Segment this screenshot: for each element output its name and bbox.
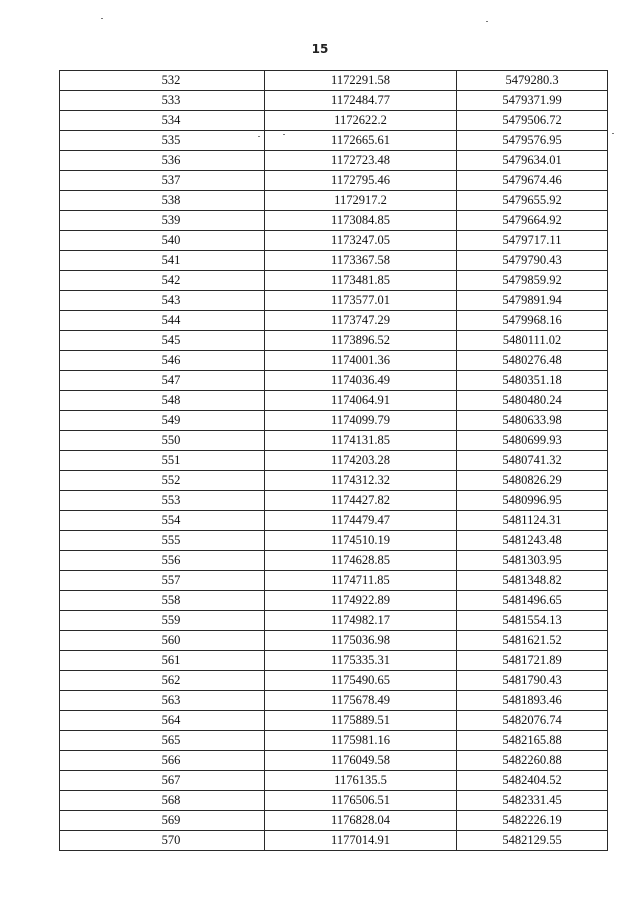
easting-cell: 1175889.51 — [265, 711, 457, 731]
northing-cell: 5480699.93 — [457, 431, 608, 451]
northing-cell: 5480826.29 — [457, 471, 608, 491]
table-row — [60, 171, 608, 191]
table-row — [60, 511, 608, 531]
coordinates-table — [59, 70, 608, 851]
point-number-cell: 539 — [60, 211, 265, 231]
easting-cell: 1174064.91 — [265, 391, 457, 411]
easting-cell: 1175678.49 — [265, 691, 457, 711]
northing-cell: 5480351.18 — [457, 371, 608, 391]
easting-cell: 1176828.04 — [265, 811, 457, 831]
point-number-cell: 549 — [60, 411, 265, 431]
table-row — [60, 211, 608, 231]
table-row — [60, 671, 608, 691]
northing-cell: 5479655.92 — [457, 191, 608, 211]
easting-cell: 1172723.48 — [265, 151, 457, 171]
northing-cell: 5479891.94 — [457, 291, 608, 311]
northing-cell: 5479506.72 — [457, 111, 608, 131]
northing-cell: 5481621.52 — [457, 631, 608, 651]
point-number-cell: 544 — [60, 311, 265, 331]
northing-cell: 5482226.19 — [457, 811, 608, 831]
northing-cell: 5482076.74 — [457, 711, 608, 731]
northing-cell: 5480741.32 — [457, 451, 608, 471]
table-row — [60, 271, 608, 291]
northing-cell: 5479664.92 — [457, 211, 608, 231]
table-row — [60, 371, 608, 391]
point-number-cell: 556 — [60, 551, 265, 571]
northing-cell: 5480111.02 — [457, 331, 608, 351]
easting-cell: 1172484.77 — [265, 91, 457, 111]
table-row — [60, 591, 608, 611]
easting-cell: 1174131.85 — [265, 431, 457, 451]
easting-cell: 1177014.91 — [265, 831, 457, 851]
table-row — [60, 691, 608, 711]
scan-speck — [486, 21, 488, 22]
point-number-cell: 559 — [60, 611, 265, 631]
easting-cell: 1173247.05 — [265, 231, 457, 251]
northing-cell: 5482404.52 — [457, 771, 608, 791]
northing-cell: 5480996.95 — [457, 491, 608, 511]
table-row — [60, 751, 608, 771]
easting-cell: 1175335.31 — [265, 651, 457, 671]
easting-cell: 1174001.36 — [265, 351, 457, 371]
table-row — [60, 571, 608, 591]
point-number-cell: 542 — [60, 271, 265, 291]
table-row — [60, 231, 608, 251]
point-number-cell: 547 — [60, 371, 265, 391]
table-row — [60, 531, 608, 551]
table-row — [60, 731, 608, 751]
table-row — [60, 131, 608, 151]
point-number-cell: 540 — [60, 231, 265, 251]
northing-cell: 5480633.98 — [457, 411, 608, 431]
easting-cell: 1174427.82 — [265, 491, 457, 511]
easting-cell: 1174982.17 — [265, 611, 457, 631]
northing-cell: 5479576.95 — [457, 131, 608, 151]
northing-cell: 5481496.65 — [457, 591, 608, 611]
northing-cell: 5482260.88 — [457, 751, 608, 771]
point-number-cell: 532 — [60, 71, 265, 91]
point-number-cell: 557 — [60, 571, 265, 591]
point-number-cell: 548 — [60, 391, 265, 411]
northing-cell: 5479634.01 — [457, 151, 608, 171]
point-number-cell: 551 — [60, 451, 265, 471]
point-number-cell: 561 — [60, 651, 265, 671]
point-number-cell: 562 — [60, 671, 265, 691]
point-number-cell: 567 — [60, 771, 265, 791]
easting-cell: 1172665.61 — [265, 131, 457, 151]
point-number-cell: 552 — [60, 471, 265, 491]
point-number-cell: 558 — [60, 591, 265, 611]
table-row — [60, 771, 608, 791]
easting-cell: 1173367.58 — [265, 251, 457, 271]
easting-cell: 1174312.32 — [265, 471, 457, 491]
northing-cell: 5479674.46 — [457, 171, 608, 191]
table-row — [60, 711, 608, 731]
easting-cell: 1175490.65 — [265, 671, 457, 691]
point-number-cell: 537 — [60, 171, 265, 191]
table-row — [60, 651, 608, 671]
northing-cell: 5481893.46 — [457, 691, 608, 711]
northing-cell: 5479280.3 — [457, 71, 608, 91]
northing-cell: 5479790.43 — [457, 251, 608, 271]
table-row — [60, 471, 608, 491]
table-row — [60, 411, 608, 431]
point-number-cell: 534 — [60, 111, 265, 131]
easting-cell: 1174036.49 — [265, 371, 457, 391]
point-number-cell: 536 — [60, 151, 265, 171]
point-number-cell: 550 — [60, 431, 265, 451]
easting-cell: 1175981.16 — [265, 731, 457, 751]
easting-cell: 1172795.46 — [265, 171, 457, 191]
table-row — [60, 391, 608, 411]
point-number-cell: 564 — [60, 711, 265, 731]
table-row — [60, 611, 608, 631]
easting-cell: 1173747.29 — [265, 311, 457, 331]
northing-cell: 5481124.31 — [457, 511, 608, 531]
table-row — [60, 71, 608, 91]
northing-cell: 5480480.24 — [457, 391, 608, 411]
easting-cell: 1174711.85 — [265, 571, 457, 591]
table-row — [60, 491, 608, 511]
northing-cell: 5479371.99 — [457, 91, 608, 111]
point-number-cell: 546 — [60, 351, 265, 371]
northing-cell: 5481348.82 — [457, 571, 608, 591]
table-row — [60, 151, 608, 171]
point-number-cell: 553 — [60, 491, 265, 511]
easting-cell: 1174628.85 — [265, 551, 457, 571]
point-number-cell: 543 — [60, 291, 265, 311]
point-number-cell: 568 — [60, 791, 265, 811]
easting-cell: 1173896.52 — [265, 331, 457, 351]
table-row — [60, 451, 608, 471]
northing-cell: 5481303.95 — [457, 551, 608, 571]
table-row — [60, 551, 608, 571]
easting-cell: 1172291.58 — [265, 71, 457, 91]
northing-cell: 5482331.45 — [457, 791, 608, 811]
northing-cell: 5481243.48 — [457, 531, 608, 551]
page-number: 15 — [311, 42, 329, 56]
table-row — [60, 251, 608, 271]
table-row — [60, 431, 608, 451]
point-number-cell: 555 — [60, 531, 265, 551]
table-row — [60, 791, 608, 811]
scan-speck — [612, 133, 614, 134]
table-row — [60, 831, 608, 851]
easting-cell: 1174479.47 — [265, 511, 457, 531]
easting-cell: 1176135.5 — [265, 771, 457, 791]
easting-cell: 1173084.85 — [265, 211, 457, 231]
easting-cell: 1172917.2 — [265, 191, 457, 211]
point-number-cell: 563 — [60, 691, 265, 711]
point-number-cell: 535 — [60, 131, 265, 151]
point-number-cell: 541 — [60, 251, 265, 271]
point-number-cell: 566 — [60, 751, 265, 771]
table-row — [60, 631, 608, 651]
table-row — [60, 811, 608, 831]
northing-cell: 5481721.89 — [457, 651, 608, 671]
table-row — [60, 91, 608, 111]
easting-cell: 1174099.79 — [265, 411, 457, 431]
northing-cell: 5479717.11 — [457, 231, 608, 251]
easting-cell: 1176049.58 — [265, 751, 457, 771]
easting-cell: 1172622.2 — [265, 111, 457, 131]
table-row — [60, 351, 608, 371]
northing-cell: 5479859.92 — [457, 271, 608, 291]
easting-cell: 1174510.19 — [265, 531, 457, 551]
northing-cell: 5481790.43 — [457, 671, 608, 691]
easting-cell: 1174922.89 — [265, 591, 457, 611]
point-number-cell: 570 — [60, 831, 265, 851]
table-row — [60, 311, 608, 331]
table-row — [60, 191, 608, 211]
easting-cell: 1173577.01 — [265, 291, 457, 311]
northing-cell: 5479968.16 — [457, 311, 608, 331]
point-number-cell: 560 — [60, 631, 265, 651]
point-number-cell: 565 — [60, 731, 265, 751]
point-number-cell: 569 — [60, 811, 265, 831]
point-number-cell: 533 — [60, 91, 265, 111]
northing-cell: 5482129.55 — [457, 831, 608, 851]
table-row — [60, 111, 608, 131]
point-number-cell: 554 — [60, 511, 265, 531]
northing-cell: 5480276.48 — [457, 351, 608, 371]
point-number-cell: 538 — [60, 191, 265, 211]
northing-cell: 5481554.13 — [457, 611, 608, 631]
point-number-cell: 545 — [60, 331, 265, 351]
scan-speck — [101, 18, 103, 19]
easting-cell: 1175036.98 — [265, 631, 457, 651]
coordinates-table-body — [60, 71, 608, 851]
northing-cell: 5482165.88 — [457, 731, 608, 751]
table-row — [60, 331, 608, 351]
easting-cell: 1176506.51 — [265, 791, 457, 811]
easting-cell: 1173481.85 — [265, 271, 457, 291]
easting-cell: 1174203.28 — [265, 451, 457, 471]
table-row — [60, 291, 608, 311]
